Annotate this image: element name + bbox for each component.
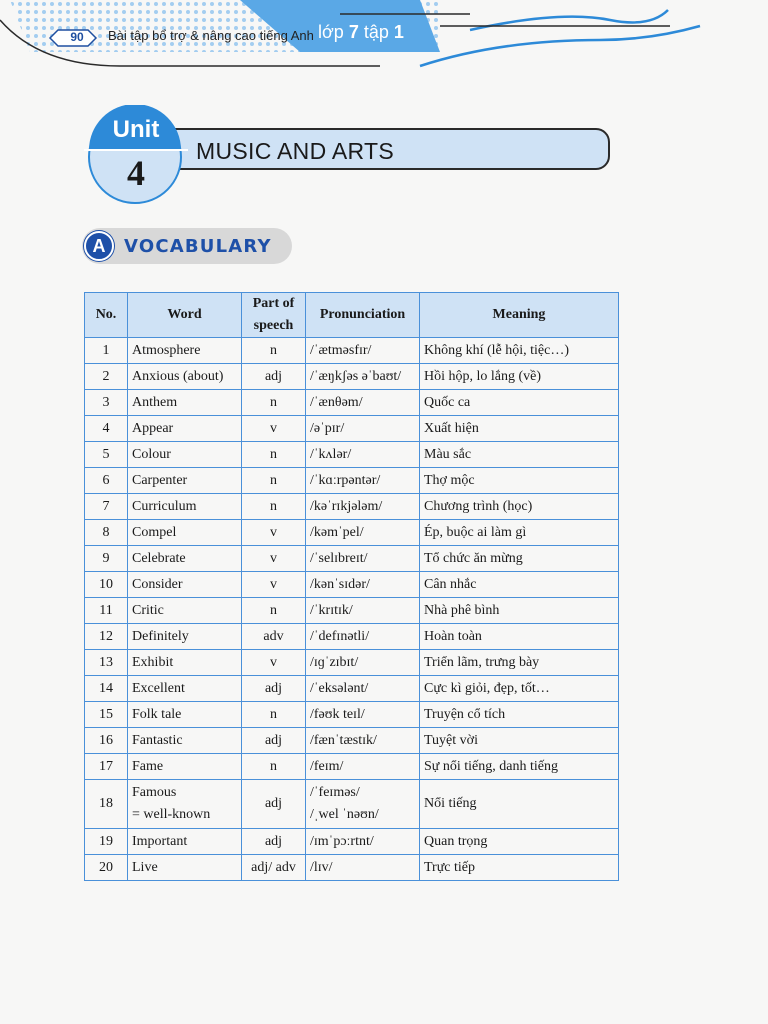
cell-no: 8 [85, 520, 128, 546]
cell-pronunciation: /kəˈrɪkjələm/ [306, 494, 420, 520]
table-body [85, 338, 619, 881]
cell-part-of-speech: adv [242, 624, 306, 650]
cell-meaning: Triển lãm, trưng bày [420, 650, 619, 676]
cell-part-of-speech: n [242, 468, 306, 494]
cell-word: Folk tale [128, 702, 242, 728]
cell-word: Celebrate [128, 546, 242, 572]
table-row [85, 546, 619, 572]
cell-word: Fame [128, 754, 242, 780]
cell-no: 14 [85, 676, 128, 702]
vocabulary-table [84, 292, 619, 881]
cell-word: Fantastic [128, 728, 242, 754]
unit-title: MUSIC AND ARTS [196, 138, 395, 164]
cell-no: 4 [85, 416, 128, 442]
table-row [85, 416, 619, 442]
cell-pronunciation: /ˈkrɪtɪk/ [306, 598, 420, 624]
table-header-row [85, 293, 619, 338]
cell-part-of-speech: adj/ adv [242, 855, 306, 881]
cell-pronunciation: /ˈæŋkʃəs əˈbaʊt/ [306, 364, 420, 390]
cell-no: 3 [85, 390, 128, 416]
cell-part-of-speech: v [242, 520, 306, 546]
table-row [85, 520, 619, 546]
table-row [85, 650, 619, 676]
cell-no: 13 [85, 650, 128, 676]
cell-part-of-speech: v [242, 546, 306, 572]
section-title: VOCABULARY [124, 236, 272, 257]
header-word: Word [128, 293, 242, 338]
cell-word: Important [128, 829, 242, 855]
unit-number: 4 [127, 153, 145, 193]
table-row [85, 442, 619, 468]
cell-part-of-speech: n [242, 390, 306, 416]
cell-word: Live [128, 855, 242, 881]
cell-meaning: Tuyệt vời [420, 728, 619, 754]
cell-pronunciation: /əˈpɪr/ [306, 416, 420, 442]
cell-no: 18 [85, 780, 128, 829]
table-row [85, 494, 619, 520]
table-row [85, 728, 619, 754]
cell-part-of-speech: adj [242, 676, 306, 702]
page-number: 90 [70, 30, 84, 44]
table-row [85, 338, 619, 364]
cell-part-of-speech: v [242, 572, 306, 598]
cell-word: Critic [128, 598, 242, 624]
cell-no: 11 [85, 598, 128, 624]
cell-pronunciation: /ˈænθəm/ [306, 390, 420, 416]
cell-word: Compel [128, 520, 242, 546]
cell-meaning: Chương trình (học) [420, 494, 619, 520]
table-row [85, 572, 619, 598]
cell-no: 6 [85, 468, 128, 494]
cell-no: 9 [85, 546, 128, 572]
table-row [85, 780, 619, 829]
cell-pronunciation: /lɪv/ [306, 855, 420, 881]
cell-meaning: Quan trọng [420, 829, 619, 855]
cell-word: Appear [128, 416, 242, 442]
section-letter: A [84, 231, 114, 261]
cell-pronunciation: /kənˈsɪdər/ [306, 572, 420, 598]
cell-part-of-speech: v [242, 650, 306, 676]
cell-no: 20 [85, 855, 128, 881]
cell-pronunciation: /feɪm/ [306, 754, 420, 780]
cell-part-of-speech: adj [242, 780, 306, 829]
cell-meaning: Cực kì giỏi, đẹp, tốt… [420, 676, 619, 702]
cell-part-of-speech: n [242, 494, 306, 520]
cell-meaning: Quốc ca [420, 390, 619, 416]
book-title: Bài tập bổ trợ & nâng cao tiếng Anh [108, 28, 314, 43]
cell-part-of-speech: n [242, 754, 306, 780]
cell-pronunciation: /ˈætməsfɪr/ [306, 338, 420, 364]
cell-no: 7 [85, 494, 128, 520]
cell-word: Anxious (about) [128, 364, 242, 390]
table-row [85, 829, 619, 855]
cell-pronunciation: /fəʊk teɪl/ [306, 702, 420, 728]
cell-meaning: Truyện cổ tích [420, 702, 619, 728]
cell-word: Atmosphere [128, 338, 242, 364]
cell-pronunciation: /ɪɡˈzɪbɪt/ [306, 650, 420, 676]
header-pronunciation: Pronunciation [306, 293, 420, 338]
cell-meaning: Nổi tiếng [420, 780, 619, 829]
table-row [85, 702, 619, 728]
cell-no: 12 [85, 624, 128, 650]
cell-meaning: Hồi hộp, lo lắng (về) [420, 364, 619, 390]
cell-no: 2 [85, 364, 128, 390]
cell-meaning: Trực tiếp [420, 855, 619, 881]
cell-pronunciation: /kəmˈpel/ [306, 520, 420, 546]
cell-pronunciation: /ˈselɪbreɪt/ [306, 546, 420, 572]
table-row [85, 364, 619, 390]
table-row [85, 754, 619, 780]
header-meaning: Meaning [420, 293, 619, 338]
header-part-of-speech: Part of speech [242, 293, 306, 338]
cell-part-of-speech: v [242, 416, 306, 442]
cell-no: 10 [85, 572, 128, 598]
cell-word: Anthem [128, 390, 242, 416]
cell-word: Exhibit [128, 650, 242, 676]
table-row [85, 855, 619, 881]
cell-no: 17 [85, 754, 128, 780]
cell-meaning: Thợ mộc [420, 468, 619, 494]
table-row [85, 598, 619, 624]
cell-word: Curriculum [128, 494, 242, 520]
cell-pronunciation: /ɪmˈpɔːrtnt/ [306, 829, 420, 855]
cell-meaning: Không khí (lễ hội, tiệc…) [420, 338, 619, 364]
table-row [85, 676, 619, 702]
table-row [85, 390, 619, 416]
unit-label: Unit [112, 116, 160, 143]
cell-part-of-speech: adj [242, 829, 306, 855]
table-row [85, 468, 619, 494]
table-row [85, 624, 619, 650]
cell-part-of-speech: adj [242, 364, 306, 390]
cell-part-of-speech: n [242, 338, 306, 364]
cell-no: 16 [85, 728, 128, 754]
cell-pronunciation: /ˈeksələnt/ [306, 676, 420, 702]
cell-part-of-speech: n [242, 442, 306, 468]
cell-part-of-speech: adj [242, 728, 306, 754]
cell-word: Definitely [128, 624, 242, 650]
cell-pronunciation: /fænˈtæstɪk/ [306, 728, 420, 754]
cell-meaning: Xuất hiện [420, 416, 619, 442]
cell-word: Carpenter [128, 468, 242, 494]
cell-no: 19 [85, 829, 128, 855]
cell-word: Colour [128, 442, 242, 468]
cell-part-of-speech: n [242, 598, 306, 624]
cell-meaning: Ép, buộc ai làm gì [420, 520, 619, 546]
cell-pronunciation: /ˈkɑːrpəntər/ [306, 468, 420, 494]
cell-meaning: Tổ chức ăn mừng [420, 546, 619, 572]
cell-part-of-speech: n [242, 702, 306, 728]
cell-pronunciation: /ˈkʌlər/ [306, 442, 420, 468]
cell-no: 15 [85, 702, 128, 728]
cell-meaning: Màu sắc [420, 442, 619, 468]
cell-pronunciation: /ˈdefɪnətli/ [306, 624, 420, 650]
cell-pronunciation: /ˈfeɪməs/ /ˌwel ˈnəʊn/ [306, 780, 420, 829]
cell-meaning: Hoàn toàn [420, 624, 619, 650]
book-grade-volume: lớp 7 tập 1 [318, 22, 404, 42]
cell-word: Famous = well-known [128, 780, 242, 829]
cell-meaning: Nhà phê bình [420, 598, 619, 624]
header-no: No. [85, 293, 128, 338]
cell-no: 1 [85, 338, 128, 364]
cell-meaning: Cân nhắc [420, 572, 619, 598]
cell-meaning: Sự nổi tiếng, danh tiếng [420, 754, 619, 780]
cell-no: 5 [85, 442, 128, 468]
cell-word: Consider [128, 572, 242, 598]
cell-word: Excellent [128, 676, 242, 702]
